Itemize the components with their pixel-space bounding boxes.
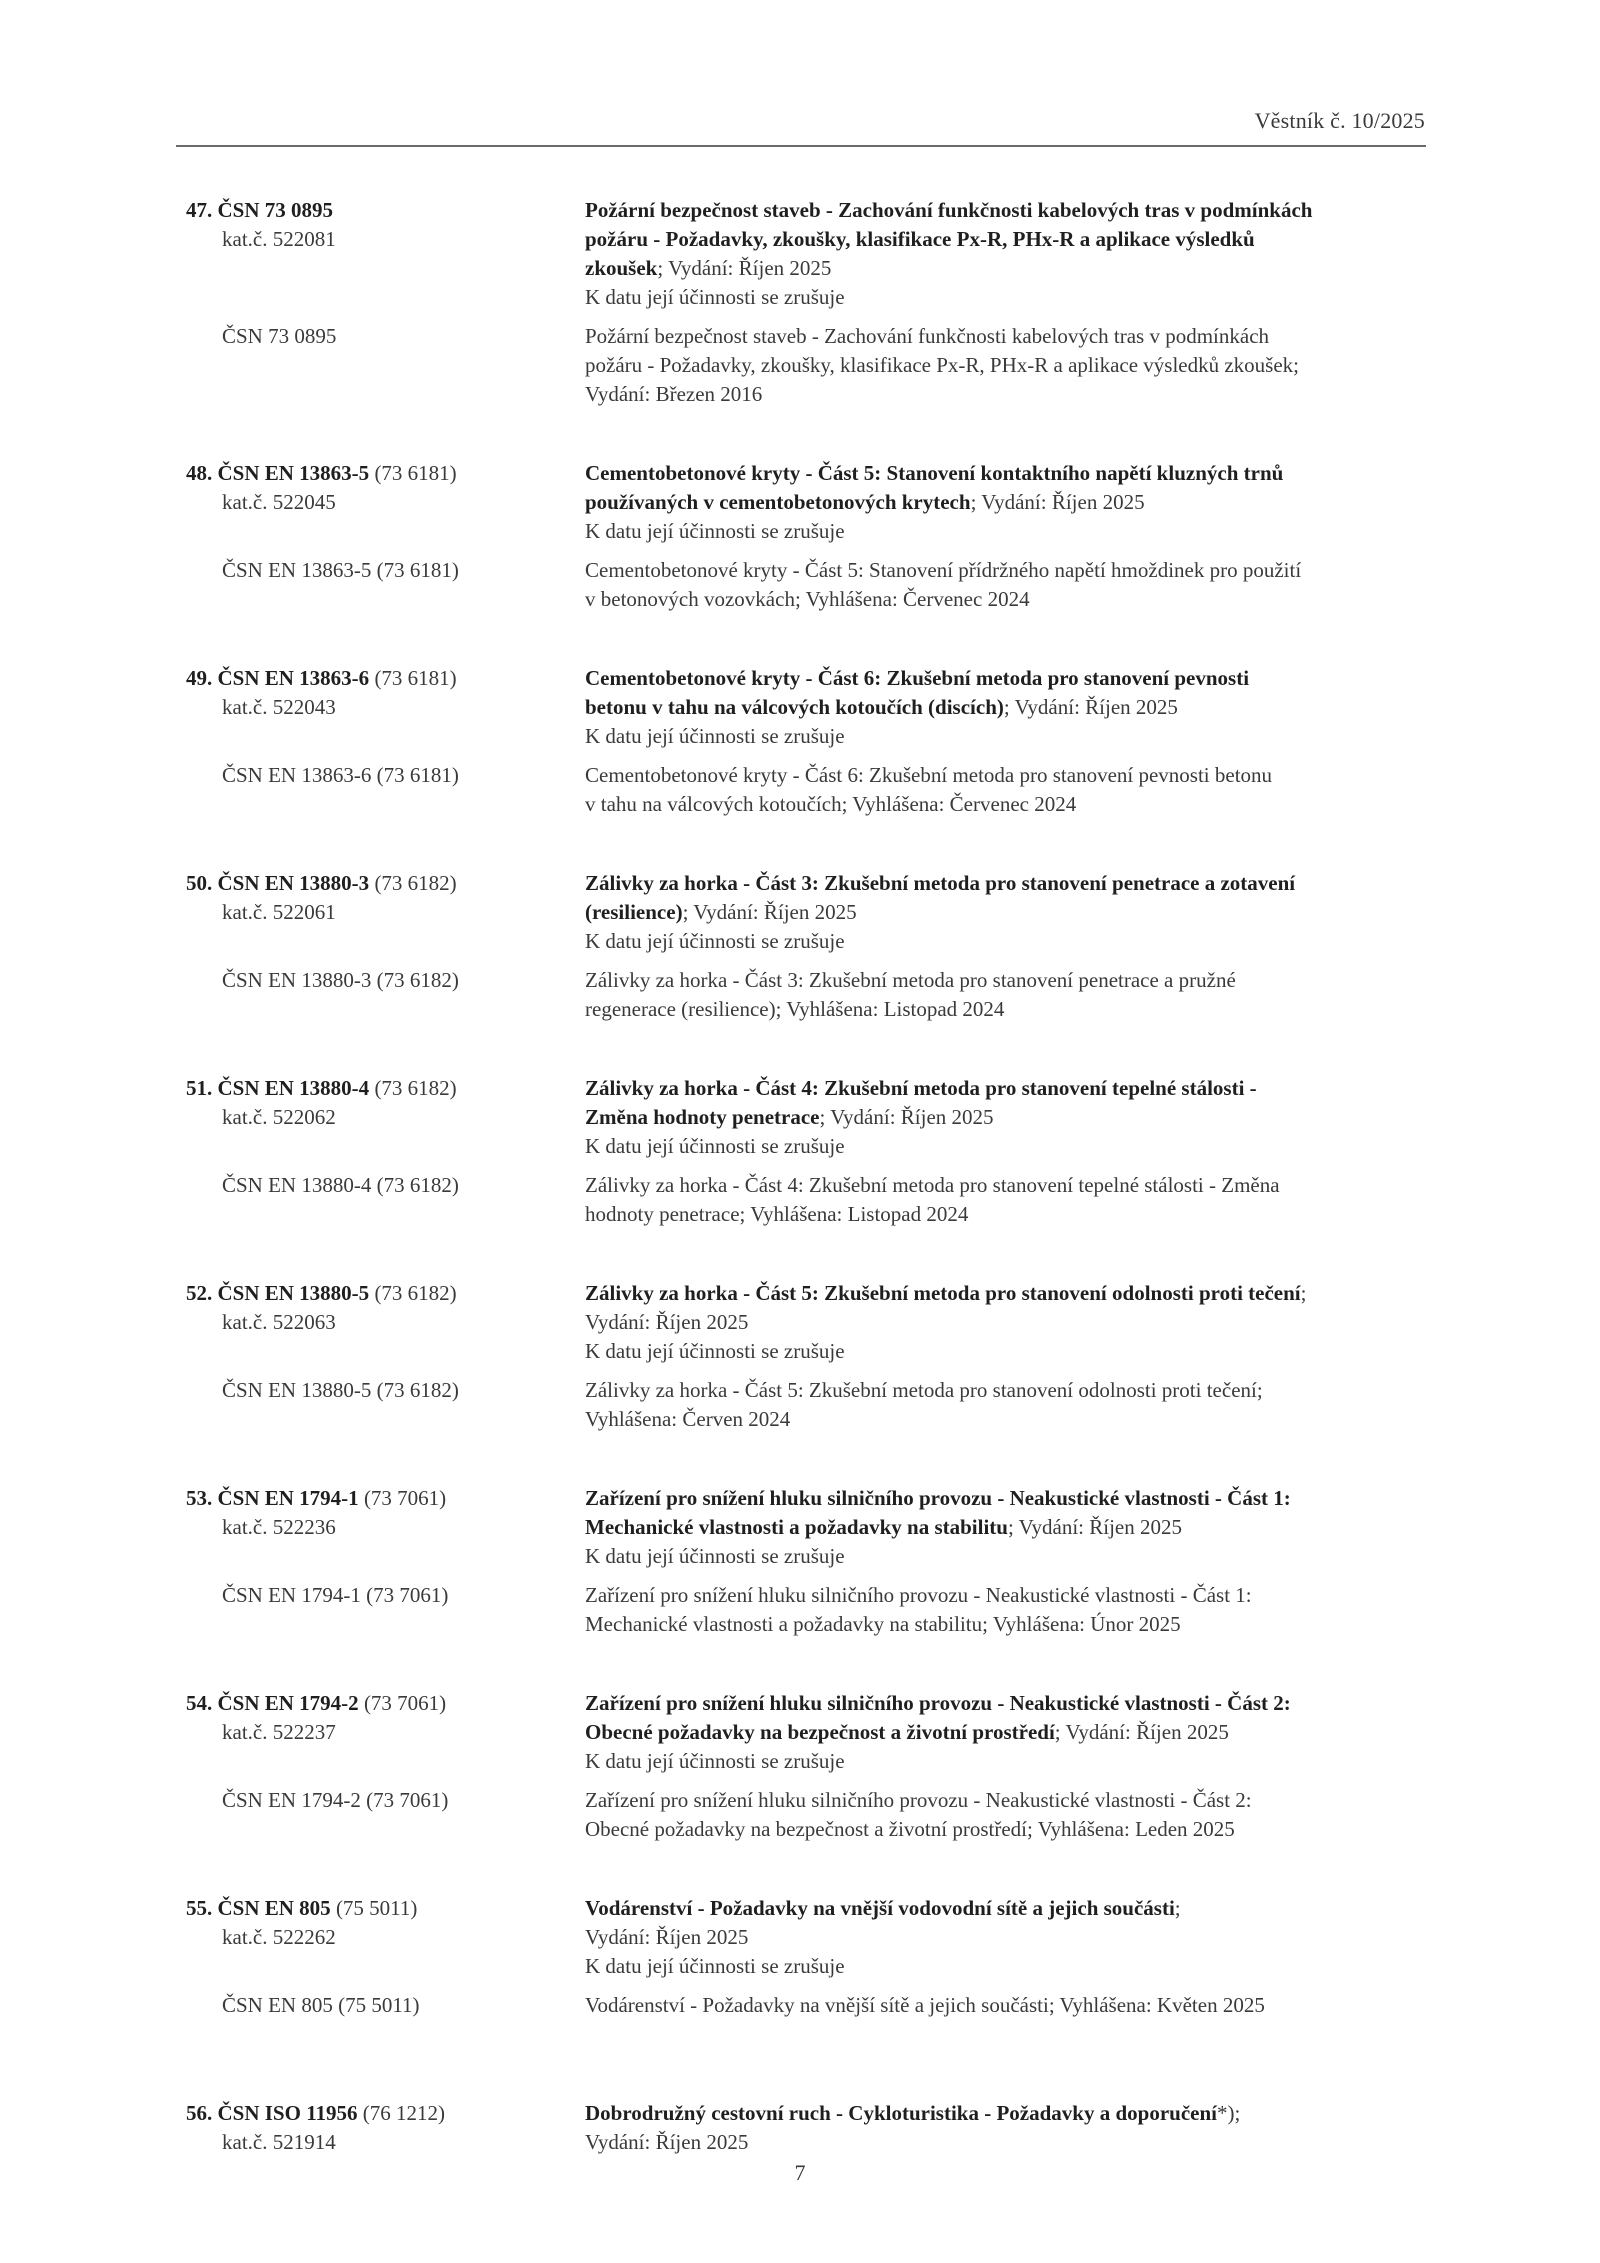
bulletin-title: Věstník č. 10/2025 — [1254, 108, 1425, 133]
standard-entry — [0, 664, 1600, 819]
edition-text: ; — [1174, 1896, 1181, 1920]
replaced-identifier — [0, 761, 585, 819]
edition-text: ; Vydání: Říjen 2025 — [970, 490, 1145, 514]
classification-code: (73 6182) — [369, 1076, 457, 1100]
title-line — [585, 1513, 1425, 1542]
catalog-number: kat.č. 522237 — [222, 1720, 336, 1744]
new-standard-row — [0, 1484, 1600, 1571]
title-line — [585, 254, 1425, 283]
standard-code: ČSN EN 13863-5 — [217, 461, 370, 485]
standard-title-block — [585, 869, 1425, 956]
title-bold-text: Cementobetonové kryty - Část 5: Stanovení kontaktního napětí kluzných trnů — [585, 461, 1284, 485]
replaced-title-line: Požární bezpečnost staveb - Zachování funkčnosti kabelových tras v podmínkách — [585, 324, 1270, 348]
replaced-title-line: Obecné požadavky na bezpečnost a životní prostředí; Vyhlášena: Leden 2025 — [585, 1817, 1235, 1841]
replaced-title-line: Cementobetonové kryty - Část 6: Zkušební metoda pro stanovení pevnosti betonu — [585, 763, 1273, 787]
standard-code: ČSN EN 1794-2 — [217, 1691, 359, 1715]
replaced-title-block — [585, 322, 1425, 409]
classification-code: (73 7061) — [358, 1691, 447, 1715]
standard-entry — [0, 1689, 1600, 1844]
standard-code: ČSN EN 1794-1 — [217, 1486, 359, 1510]
standard-entry — [0, 459, 1600, 614]
standard-title-block — [585, 1074, 1425, 1161]
replaced-standard-code: ČSN 73 0895 — [222, 324, 337, 348]
catalog-number: kat.č. 522081 — [222, 227, 336, 251]
title-bold-text: Cementobetonové kryty - Část 6: Zkušební metoda pro stanovení pevnosti — [585, 666, 1250, 690]
new-standard-row — [0, 196, 1600, 312]
standard-identifier — [0, 1484, 585, 1571]
standard-code: ČSN 73 0895 — [217, 198, 334, 222]
title-bold-text: Požární bezpečnost staveb - Zachování funkčnosti kabelových tras v podmínkách — [585, 198, 1313, 222]
replaced-standard-row — [0, 322, 1600, 409]
replaced-identifier — [0, 322, 585, 409]
edition-text: *); — [1216, 2101, 1241, 2125]
classification-code: (73 6182) — [369, 1281, 457, 1305]
title-line — [585, 1689, 1425, 1718]
replaced-standard-row — [0, 1991, 1600, 2020]
standard-entry — [0, 1484, 1600, 1639]
standards-list — [0, 196, 1600, 2207]
title-line — [585, 1718, 1425, 1747]
catalog-number: kat.č. 522061 — [222, 900, 336, 924]
standard-code: ČSN EN 13880-3 — [217, 871, 370, 895]
cancellation-note: K datu její účinnosti se zrušuje — [585, 1749, 845, 1773]
replaced-standard-row — [0, 556, 1600, 614]
replaced-title-line: požáru - Požadavky, zkoušky, klasifikace Px-R, PHx-R a aplikace výsledků zkoušek; — [585, 353, 1300, 377]
replaced-title-block — [585, 966, 1425, 1024]
standard-title-block — [585, 1689, 1425, 1776]
replaced-standard-code: ČSN EN 1794-2 (73 7061) — [222, 1788, 449, 1812]
new-standard-row — [0, 1279, 1600, 1366]
standard-code: ČSN EN 805 — [217, 1896, 331, 1920]
replaced-identifier — [0, 1991, 585, 2020]
catalog-number: kat.č. 522236 — [222, 1515, 336, 1539]
replaced-standard-row — [0, 1376, 1600, 1434]
standard-identifier — [0, 664, 585, 751]
title-bold-text: Zálivky za horka - Část 4: Zkušební metoda pro stanovení tepelné stálosti - — [585, 1076, 1257, 1100]
standard-identifier — [0, 1689, 585, 1776]
replaced-standard-row — [0, 761, 1600, 819]
replaced-standard-code: ČSN EN 805 (75 5011) — [222, 1993, 420, 2017]
entry-number: 50. — [186, 871, 213, 895]
standard-code-line — [186, 2099, 585, 2128]
replaced-title-block — [585, 761, 1425, 819]
title-line — [585, 2128, 1425, 2157]
replaced-title-block — [585, 556, 1425, 614]
header-divider — [176, 145, 1426, 147]
title-bold-text: Zálivky za horka - Část 5: Zkušební metoda pro stanovení odolnosti proti tečení — [585, 1281, 1301, 1305]
standard-code: ČSN EN 13880-5 — [217, 1281, 370, 1305]
standard-entry — [0, 1894, 1600, 2020]
title-bold-text: Zálivky za horka - Část 3: Zkušební metoda pro stanovení penetrace a zotavení — [585, 871, 1296, 895]
standard-identifier — [0, 1279, 585, 1366]
replaced-standard-code: ČSN EN 1794-1 (73 7061) — [222, 1583, 449, 1607]
title-line — [585, 869, 1425, 898]
replaced-title-line: v betonových vozovkách; Vyhlášena: Červenec 2024 — [585, 587, 1030, 611]
title-line — [585, 1923, 1425, 1952]
standard-code: ČSN EN 13880-4 — [217, 1076, 370, 1100]
title-line — [585, 898, 1425, 927]
edition-text: ; Vydání: Říjen 2025 — [1003, 695, 1178, 719]
title-line — [585, 1074, 1425, 1103]
standard-code-line — [186, 1484, 585, 1513]
replaced-title-line: Zařízení pro snížení hluku silničního provozu - Neakustické vlastnosti - Část 1: — [585, 1583, 1252, 1607]
replaced-standard-code: ČSN EN 13880-4 (73 6182) — [222, 1173, 459, 1197]
replaced-standard-code: ČSN EN 13863-6 (73 6181) — [222, 763, 459, 787]
replaced-identifier — [0, 1581, 585, 1639]
edition-text: ; Vydání: Říjen 2025 — [682, 900, 857, 924]
title-line — [585, 1484, 1425, 1513]
replaced-title-block — [585, 1991, 1425, 2020]
new-standard-row — [0, 664, 1600, 751]
classification-code: (73 7061) — [358, 1486, 447, 1510]
title-line — [585, 664, 1425, 693]
replaced-standard-code: ČSN EN 13863-5 (73 6181) — [222, 558, 459, 582]
catalog-number: kat.č. 522062 — [222, 1105, 336, 1129]
title-line — [585, 459, 1425, 488]
catalog-number: kat.č. 522063 — [222, 1310, 336, 1334]
replaced-identifier — [0, 1171, 585, 1229]
standard-entry — [0, 2099, 1600, 2157]
entry-number: 48. — [186, 461, 213, 485]
title-bold-text: (resilience) — [585, 900, 683, 924]
title-bold-text: používaných v cementobetonových krytech — [585, 490, 971, 514]
replaced-standard-row — [0, 1171, 1600, 1229]
replaced-identifier — [0, 1376, 585, 1434]
entry-number: 52. — [186, 1281, 213, 1305]
standard-code-line — [186, 1074, 585, 1103]
standard-code-line — [186, 664, 585, 693]
standard-title-block — [585, 1279, 1425, 1366]
replaced-identifier — [0, 1786, 585, 1844]
classification-code: (75 5011) — [330, 1896, 418, 1920]
replaced-title-block — [585, 1376, 1425, 1434]
edition-text: Vydání: Říjen 2025 — [585, 1310, 749, 1334]
standard-code-line — [186, 196, 585, 225]
standard-code-line — [186, 1894, 585, 1923]
replaced-title-block — [585, 1171, 1425, 1229]
edition-text: ; Vydání: Říjen 2025 — [657, 256, 832, 280]
standard-title-block — [585, 1894, 1425, 1981]
standard-title-block — [585, 196, 1425, 312]
standard-title-block — [585, 459, 1425, 546]
standard-code-line — [186, 869, 585, 898]
title-bold-text: betonu v tahu na válcových kotoučích (discích) — [585, 695, 1004, 719]
entry-number: 54. — [186, 1691, 213, 1715]
entry-number: 56. — [186, 2101, 213, 2125]
replaced-title-line: Vydání: Březen 2016 — [585, 382, 763, 406]
entry-number: 49. — [186, 666, 213, 690]
title-line — [585, 488, 1425, 517]
replaced-title-line: Mechanické vlastnosti a požadavky na stabilitu; Vyhlášena: Únor 2025 — [585, 1612, 1181, 1636]
replaced-standard-row — [0, 1581, 1600, 1639]
replaced-standard-row — [0, 1786, 1600, 1844]
new-standard-row — [0, 2099, 1600, 2157]
title-bold-text: Obecné požadavky na bezpečnost a životní prostředí — [585, 1720, 1055, 1744]
classification-code: (73 6182) — [369, 871, 457, 895]
title-bold-text: Dobrodružný cestovní ruch - Cykloturistika - Požadavky a doporučení — [585, 2101, 1217, 2125]
replaced-standard-code: ČSN EN 13880-5 (73 6182) — [222, 1378, 459, 1402]
cancellation-note: K datu její účinnosti se zrušuje — [585, 1134, 845, 1158]
title-bold-text: Změna hodnoty penetrace — [585, 1105, 820, 1129]
standard-code-line — [186, 1689, 585, 1718]
new-standard-row — [0, 1894, 1600, 1981]
title-bold-text: požáru - Požadavky, zkoušky, klasifikace Px-R, PHx-R a aplikace výsledků — [585, 227, 1255, 251]
replaced-title-line: Zálivky za horka - Část 5: Zkušební metoda pro stanovení odolnosti proti tečení; — [585, 1378, 1263, 1402]
entry-number: 47. — [186, 198, 213, 222]
cancellation-note: K datu její účinnosti se zrušuje — [585, 1339, 845, 1363]
title-bold-text: Mechanické vlastnosti a požadavky na stabilitu — [585, 1515, 1008, 1539]
standard-identifier — [0, 196, 585, 312]
replaced-title-line: regenerace (resilience); Vyhlášena: Listopad 2024 — [585, 997, 1005, 1021]
classification-code: (73 6181) — [369, 666, 457, 690]
entry-number: 55. — [186, 1896, 213, 1920]
title-bold-text: Zařízení pro snížení hluku silničního provozu - Neakustické vlastnosti - Část 1: — [585, 1486, 1291, 1510]
edition-text: ; — [1300, 1281, 1307, 1305]
title-line — [585, 1103, 1425, 1132]
standard-code-line — [186, 1279, 585, 1308]
page-number: 7 — [794, 2160, 806, 2185]
replaced-title-line: v tahu na válcových kotoučích; Vyhlášena: Červenec 2024 — [585, 792, 1077, 816]
standard-identifier — [0, 1894, 585, 1981]
standard-identifier — [0, 2099, 585, 2157]
edition-text: Vydání: Říjen 2025 — [585, 2130, 749, 2154]
classification-code: (73 6181) — [369, 461, 457, 485]
new-standard-row — [0, 1074, 1600, 1161]
title-bold-text: Vodárenství - Požadavky na vnější vodovodní sítě a jejich součásti — [585, 1896, 1175, 1920]
standard-code-line — [186, 459, 585, 488]
catalog-number: kat.č. 521914 — [222, 2130, 336, 2154]
cancellation-note: K datu její účinnosti se zrušuje — [585, 519, 845, 543]
standard-entry — [0, 1074, 1600, 1229]
standard-title-block — [585, 664, 1425, 751]
replaced-identifier — [0, 556, 585, 614]
edition-text: Vydání: Říjen 2025 — [585, 1925, 749, 1949]
catalog-number: kat.č. 522045 — [222, 490, 336, 514]
entry-number: 51. — [186, 1076, 213, 1100]
title-line — [585, 1894, 1425, 1923]
cancellation-note: K datu její účinnosti se zrušuje — [585, 285, 845, 309]
replaced-title-line: Cementobetonové kryty - Část 5: Stanovení přídržného napětí hmoždinek pro použití — [585, 558, 1302, 582]
replaced-title-line: Zařízení pro snížení hluku silničního provozu - Neakustické vlastnosti - Část 2: — [585, 1788, 1252, 1812]
cancellation-note: K datu její účinnosti se zrušuje — [585, 929, 845, 953]
title-line — [585, 1308, 1425, 1337]
standard-identifier — [0, 1074, 585, 1161]
standard-identifier — [0, 869, 585, 956]
catalog-number: kat.č. 522262 — [222, 1925, 336, 1949]
new-standard-row — [0, 869, 1600, 956]
standard-identifier — [0, 459, 585, 546]
cancellation-note: K datu její účinnosti se zrušuje — [585, 724, 845, 748]
replaced-standard-code: ČSN EN 13880-3 (73 6182) — [222, 968, 459, 992]
replaced-title-line: Vyhlášena: Červen 2024 — [585, 1407, 791, 1431]
standard-title-block — [585, 1484, 1425, 1571]
title-bold-text: zkoušek — [585, 256, 658, 280]
replaced-standard-row — [0, 966, 1600, 1024]
standard-code: ČSN ISO 11956 — [217, 2101, 358, 2125]
standard-code: ČSN EN 13863-6 — [217, 666, 370, 690]
title-line — [585, 196, 1425, 225]
new-standard-row — [0, 1689, 1600, 1776]
catalog-number: kat.č. 522043 — [222, 695, 336, 719]
replaced-title-line: Zálivky za horka - Část 4: Zkušební metoda pro stanovení tepelné stálosti - Změna — [585, 1173, 1280, 1197]
standard-entry — [0, 869, 1600, 1024]
standard-title-block — [585, 2099, 1425, 2157]
entry-number: 53. — [186, 1486, 213, 1510]
cancellation-note: K datu její účinnosti se zrušuje — [585, 1544, 845, 1568]
standard-entry — [0, 196, 1600, 409]
title-line — [585, 693, 1425, 722]
replaced-title-line: Zálivky za horka - Část 3: Zkušební metoda pro stanovení penetrace a pružné — [585, 968, 1236, 992]
title-bold-text: Zařízení pro snížení hluku silničního provozu - Neakustické vlastnosti - Část 2: — [585, 1691, 1291, 1715]
edition-text: ; Vydání: Říjen 2025 — [1007, 1515, 1182, 1539]
edition-text: ; Vydání: Říjen 2025 — [819, 1105, 994, 1129]
title-line — [585, 1279, 1425, 1308]
replaced-title-line: Vodárenství - Požadavky na vnější sítě a jejich součásti; Vyhlášena: Květen 2025 — [585, 1993, 1265, 2017]
title-line — [585, 225, 1425, 254]
replaced-title-block — [585, 1581, 1425, 1639]
replaced-title-line: hodnoty penetrace; Vyhlášena: Listopad 2024 — [585, 1202, 969, 1226]
classification-code: (76 1212) — [357, 2101, 446, 2125]
edition-text: ; Vydání: Říjen 2025 — [1054, 1720, 1229, 1744]
title-line — [585, 2099, 1425, 2128]
replaced-identifier — [0, 966, 585, 1024]
new-standard-row — [0, 459, 1600, 546]
standard-entry — [0, 1279, 1600, 1434]
replaced-title-block — [585, 1786, 1425, 1844]
cancellation-note: K datu její účinnosti se zrušuje — [585, 1954, 845, 1978]
